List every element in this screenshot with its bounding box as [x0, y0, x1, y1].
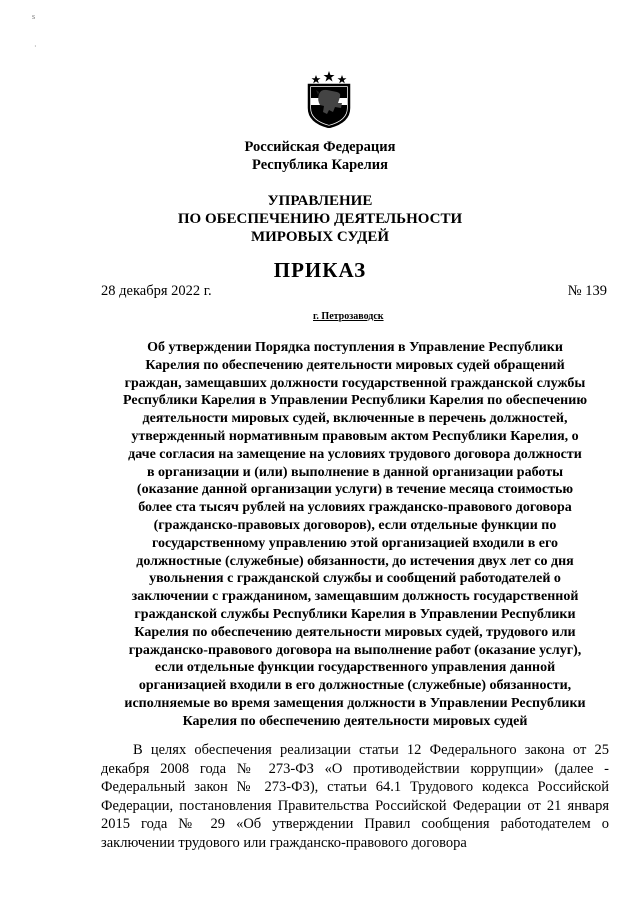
agency-header — [0, 192, 640, 246]
title-line: граждан, замещавших должности государственной гражданской службы — [124, 375, 586, 391]
title-line: гражданской службы Республики Карелия в Управлении Республики — [134, 606, 576, 622]
republic-name: Республика Карелия — [252, 157, 388, 173]
agency-line-1: УПРАВЛЕНИЕ — [267, 193, 373, 209]
title-line: Карелия по обеспечению деятельности мировых судей — [182, 713, 528, 729]
title-line: заключении с гражданином, замещавшим должность государственной — [131, 589, 579, 605]
title-line: исполняемые во время замещения должности в Управлении Республики — [124, 695, 586, 711]
title-line: если отдельные функции государственного управления данной — [154, 660, 556, 676]
document-city: г. Петрозаводск — [313, 311, 384, 322]
title-line: организацией входили в его должностные (служебные) обязанности, — [138, 678, 572, 694]
title-line: более ста тысяч рублей на условиях гражданско-правового договора — [138, 500, 572, 516]
scan-artifact: s — [32, 12, 36, 21]
title-line: в организации и (или) выполнение в данной организации работы — [146, 464, 564, 480]
scan-artifact: · — [34, 42, 37, 51]
title-line: увольнения с гражданской службы и сообщений работодателей о — [149, 571, 561, 587]
title-line: Республики Карелия в Управлении Республики Карелия по обеспечению — [122, 393, 588, 409]
title-line: должностные (служебные) обязанности, до истечения двух лет со дня — [136, 553, 574, 569]
document-date: 28 декабря 2022 г. — [101, 283, 212, 299]
title-line: государственному управлению этой организацией входили в его — [151, 535, 559, 551]
country-header — [0, 138, 640, 174]
title-line: (оказание данной организации услуги) в течение месяца стоимостью — [136, 482, 574, 498]
title-line: деятельности мировых судей, включенные в перечень должностей, — [142, 411, 568, 427]
title-line: даче согласия на замещение на условиях трудового договора должности — [128, 446, 582, 462]
agency-line-2: ПО ОБЕСПЕЧЕНИЮ ДЕЯТЕЛЬНОСТИ — [177, 211, 463, 227]
country-name: Российская Федерация — [244, 139, 396, 155]
body-paragraph: В целях обеспечения реализации статьи 12 Федерального закона от 25 декабря 2008 года № 273-ФЗ «О противодействии коррупции» (далее - Федеральный закон № 273-ФЗ), статьи 64.1 Трудового кодекса Российской Федерации, постановления Правительства Российской Федерации от 21 января 2015 года № 29 «Об утверждении Правил сообщения работодателем о заключении трудового или гражданско-правового договора — [101, 742, 609, 851]
document-title — [95, 339, 615, 731]
title-line: Карелия по обеспечению деятельности мировых судей обращений — [145, 357, 565, 373]
title-line: Карелия по обеспечению деятельности мировых судей, трудового или — [134, 624, 576, 640]
title-line: Об утверждении Порядка поступления в Управление Республики — [147, 340, 563, 355]
agency-line-3: МИРОВЫХ СУДЕЙ — [250, 229, 389, 245]
document-type: ПРИКАЗ — [273, 258, 367, 282]
title-line: утвержденный нормативным правовым актом Республики Карелия, о — [131, 428, 579, 444]
title-line: (гражданско-правовых договоров), если отдельные функции по — [153, 517, 557, 533]
title-line: гражданско-правового договора на выполнение работ (оказание услуг), — [128, 642, 582, 658]
karelia-bear-coat-of-arms-icon — [303, 70, 355, 128]
document-number: № 139 — [567, 283, 607, 299]
